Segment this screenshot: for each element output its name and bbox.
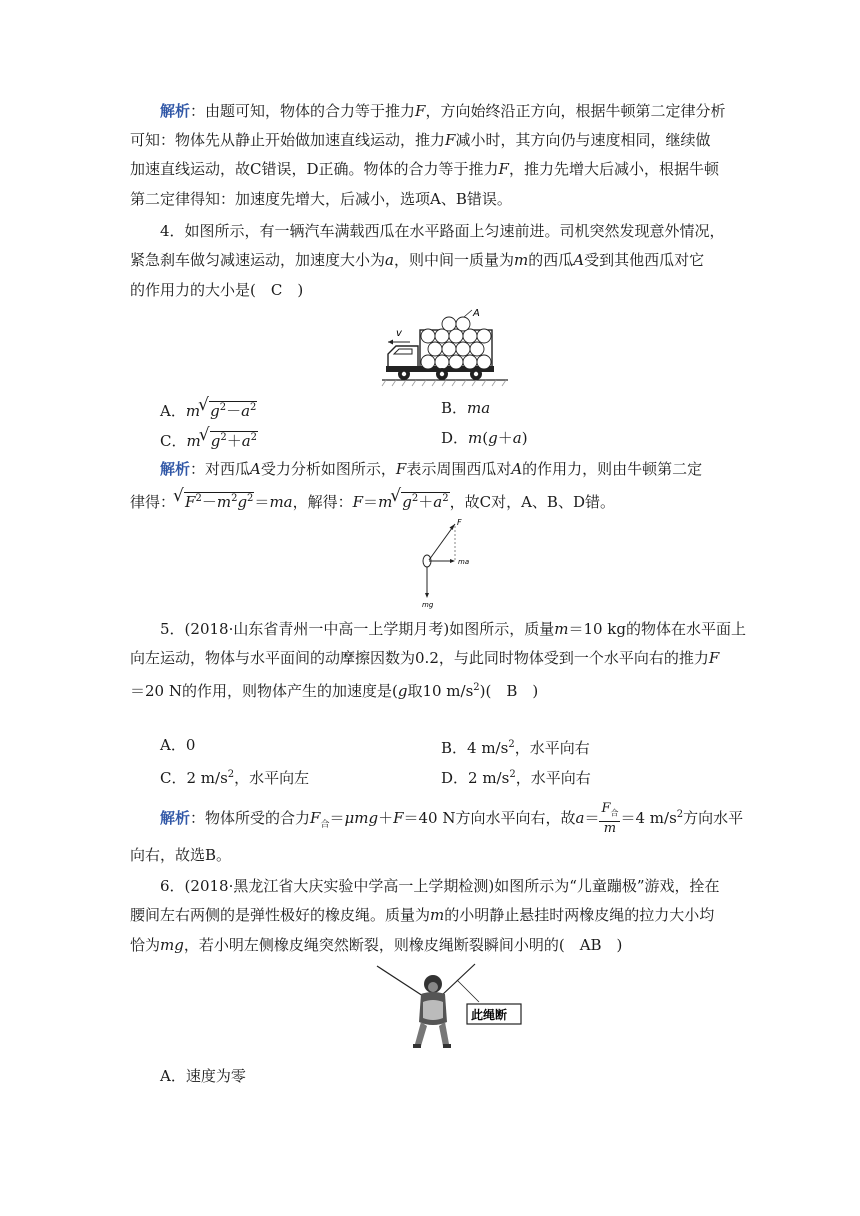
- q4-option-a: A．m√ $g^2-a^2$: [160, 398, 257, 421]
- q3-analysis-line-2: 可知：物体先从静止开始做加速直线运动，推力F减小时，其方向仍与速度相同，继续做: [130, 131, 711, 149]
- q5-option-d: D．2 $m/s^2$，水平向右: [441, 769, 591, 787]
- bungee-figure: [375, 962, 525, 1058]
- force-ma-label: ma: [458, 558, 470, 566]
- q3-analysis-line-4: 第二定律得知：加速度先增大，后减小，选项A、B错误。: [130, 190, 512, 208]
- q4-analysis-line-2: 律得：√ $F^2-m^2g^2=ma$，解得：F＝m√ $g^2+a^2$，故C对，A、B、D错。: [130, 489, 615, 512]
- q4-stem-line-2: 紧急刹车做匀减速运动，加速度大小为a，则中间一质量为m的西瓜A受到其他西瓜对它: [130, 251, 705, 269]
- q4-option-b: B．ma: [441, 399, 491, 417]
- force-mg-label: mg: [422, 601, 434, 609]
- q4-option-d: D．m(g＋a): [441, 429, 528, 447]
- melon-a-label: A: [473, 308, 480, 319]
- force-f-label: F: [457, 518, 462, 527]
- analysis-label: 解析: [160, 102, 191, 120]
- force-diagram: [415, 516, 475, 611]
- q5-option-b: B．4 $m/s^2$，水平向右: [441, 739, 590, 757]
- q3-analysis-line-3: 加速直线运动，故C错误，D正确。物体的合力等于推力F，推力先增大后减小，根据牛顿: [130, 160, 719, 178]
- q4-stem-line-1: 4．如图所示，有一辆汽车满载西瓜在水平路面上匀速前进。司机突然发现意外情况，: [160, 222, 725, 240]
- q5-stem-line-2: 向左运动，物体与水平面间的动摩擦因数为0.2，与此同时物体受到一个水平向右的推力F: [130, 649, 720, 667]
- rope-broken-label: 此绳断: [471, 1008, 508, 1022]
- analysis-label: 解析: [160, 809, 191, 827]
- q3-analysis-line-1: 解析：由题可知，物体的合力等于推力F，方向始终沿正方向，根据牛顿第二定律分析: [160, 102, 726, 120]
- q4-option-c: C．m√ $g^2+a^2$: [160, 428, 258, 451]
- q6-option-a: A．速度为零: [160, 1067, 246, 1085]
- truck-figure: [380, 308, 510, 388]
- q6-stem-line-1: 6．(2018·黑龙江省大庆实验中学高一上学期检测)如图所示为“儿童蹦极”游戏，拴在: [160, 877, 720, 895]
- q5-analysis-line-1: 解析：物体所受的合力$F_合=\mu mg+F=40$ N方向水平向右，故a＝ $\frac{F_合}{m}$ ＝4 $m/s^2$方向水平: [160, 801, 744, 836]
- q4-stem-line-3: 的作用力的大小是( C ): [130, 281, 304, 299]
- q6-stem-line-3: 恰为mg，若小明左侧橡皮绳突然断裂，则橡皮绳断裂瞬间小明的( AB ): [130, 936, 623, 954]
- q5-stem-line-3: ＝20 N的作用，则物体产生的加速度是(g取10 $m/s^2$)( B ): [130, 682, 539, 700]
- q5-option-c: C．2 $m/s^2$，水平向左: [160, 769, 310, 787]
- q6-stem-line-2: 腰间左右两侧的是弹性极好的橡皮绳。质量为m的小明静止悬挂时两橡皮绳的拉力大小均: [130, 906, 715, 924]
- analysis-label: 解析: [160, 460, 191, 478]
- velocity-label: v: [396, 328, 402, 339]
- q5-option-a: A．0: [160, 736, 196, 754]
- q5-analysis-line-2: 向右，故选B。: [130, 846, 232, 864]
- q5-stem-line-1: 5．(2018·山东省青州一中高一上学期月考)如图所示，质量m＝10 kg的物体在水平面上: [160, 620, 746, 638]
- q4-analysis-line-1: 解析：对西瓜A受力分析如图所示，F表示周围西瓜对A的作用力，则由牛顿第二定: [160, 460, 703, 478]
